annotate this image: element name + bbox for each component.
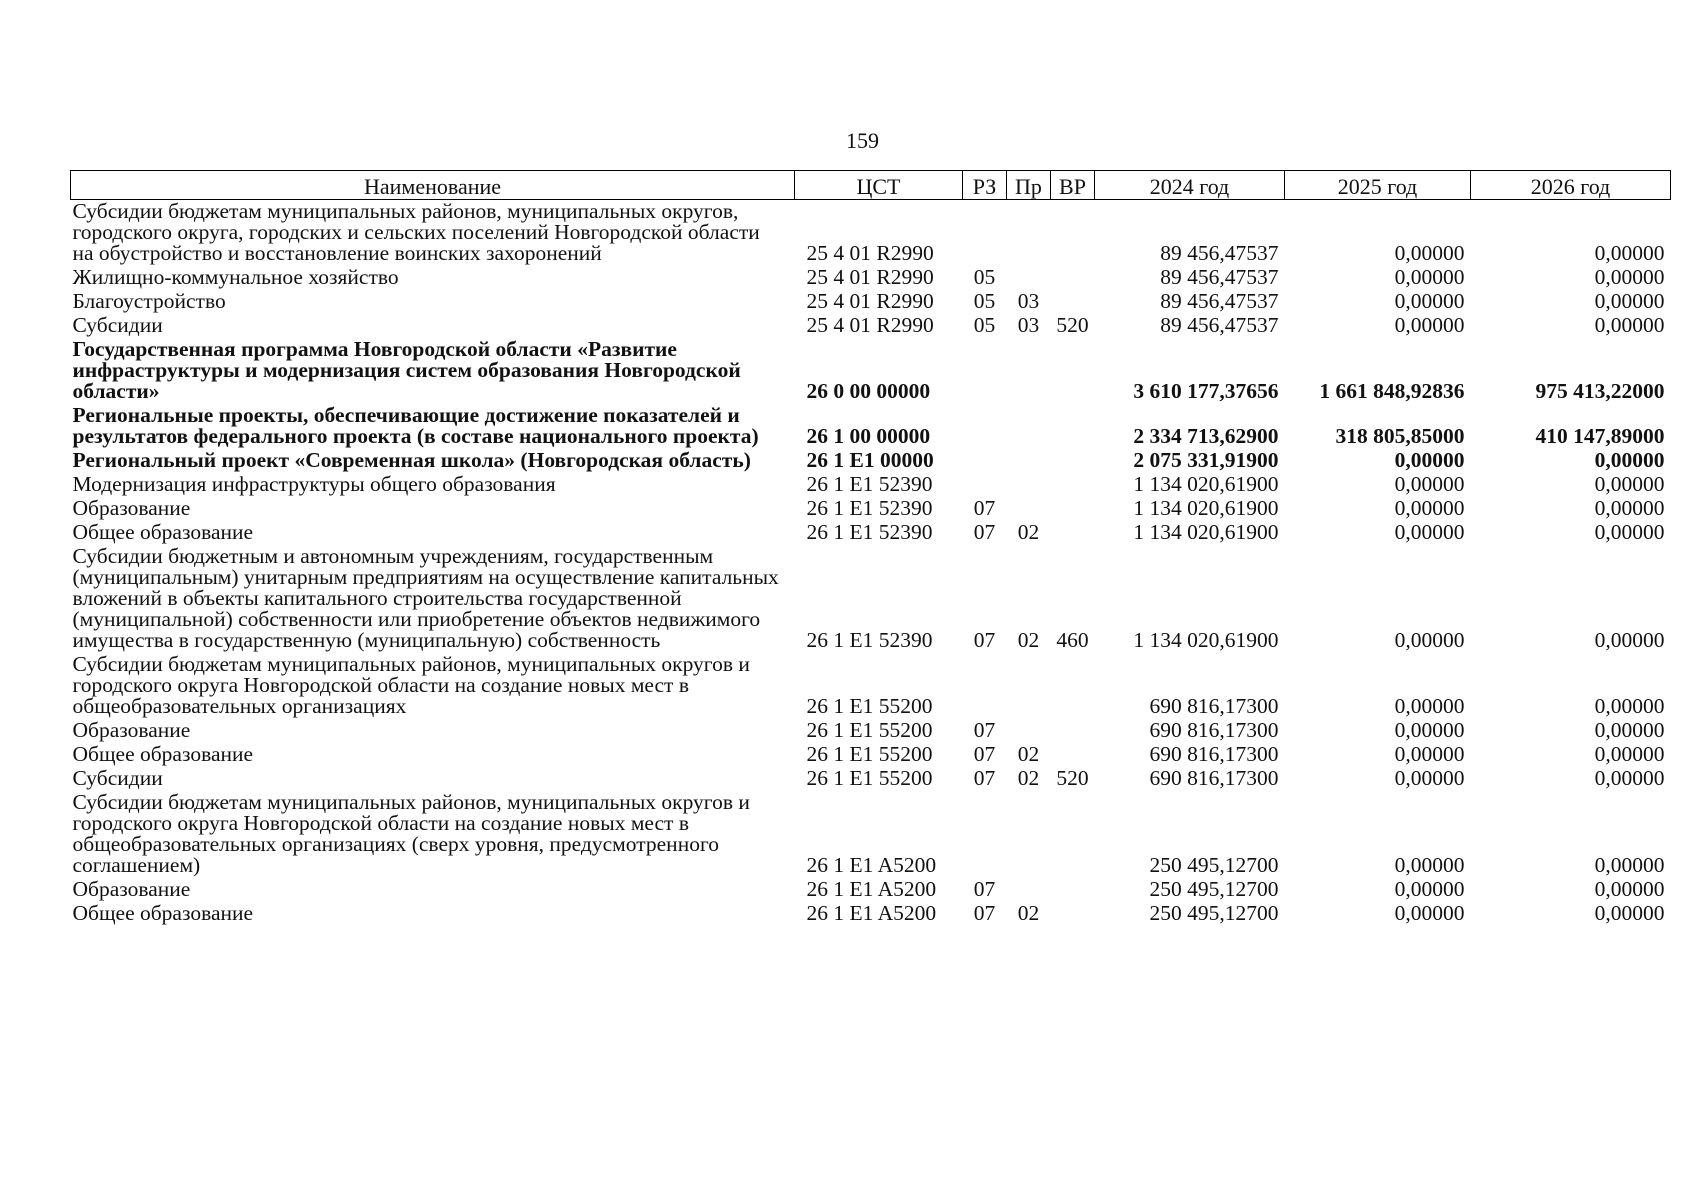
cell-pr bbox=[1007, 449, 1051, 473]
cell-vr: 460 bbox=[1056, 628, 1089, 652]
cell-y2024: 89 456,47537 bbox=[1160, 313, 1279, 337]
cell-rz bbox=[963, 473, 1007, 497]
cell-name: Общее образование bbox=[72, 901, 254, 925]
cell-y2025: 0,00000 bbox=[1394, 448, 1465, 472]
cell-rz bbox=[963, 449, 1007, 473]
table-row bbox=[71, 338, 1671, 404]
table-row bbox=[71, 497, 1671, 521]
cell-pr: 02 bbox=[1017, 628, 1040, 652]
cell-rz: 07 bbox=[973, 718, 996, 742]
table-row bbox=[71, 653, 1671, 719]
cell-cst: 25 4 01 R2990 bbox=[806, 265, 934, 289]
cell-y2025: 318 805,85000 bbox=[1335, 424, 1465, 448]
cell-vr bbox=[1051, 338, 1095, 404]
cell-y2026: 0,00000 bbox=[1594, 313, 1665, 337]
cell-y2025: 0,00000 bbox=[1394, 877, 1465, 901]
cell-name: Субсидии bbox=[72, 766, 163, 790]
cell-pr bbox=[1007, 653, 1051, 719]
cell-y2026: 0,00000 bbox=[1594, 628, 1665, 652]
cell-rz bbox=[963, 338, 1007, 404]
cell-cst: 26 1 E1 55200 bbox=[806, 766, 933, 790]
cell-name: Субсидии бюджетам муниципальных районов, муниципальных округов, городского округа, городских и сельских поселений Новгородской области на обустройство и восстановление воинских захоронений bbox=[72, 199, 760, 265]
cell-y2025: 0,00000 bbox=[1394, 766, 1465, 790]
cell-y2024: 250 495,12700 bbox=[1149, 901, 1279, 925]
cell-cst: 26 1 E1 A5200 bbox=[806, 853, 937, 877]
table-row bbox=[71, 743, 1671, 767]
cell-vr bbox=[1051, 743, 1095, 767]
cell-name: Региональные проекты, обеспечивающие достижение показателей и результатов федерального проекта (в составе национального проекта) bbox=[72, 403, 759, 448]
cell-y2026: 0,00000 bbox=[1594, 448, 1665, 472]
cell-y2026: 0,00000 bbox=[1594, 241, 1665, 265]
cell-cst: 26 0 00 00000 bbox=[806, 379, 931, 403]
cell-vr bbox=[1051, 200, 1095, 267]
cell-rz bbox=[963, 791, 1007, 878]
cell-y2024: 1 134 020,61900 bbox=[1133, 472, 1279, 496]
cell-y2025: 0,00000 bbox=[1394, 241, 1465, 265]
cell-y2024: 3 610 177,37656 bbox=[1133, 379, 1279, 403]
table-row bbox=[71, 200, 1671, 267]
cell-y2026: 0,00000 bbox=[1594, 472, 1665, 496]
cell-cst: 26 1 E1 A5200 bbox=[806, 877, 937, 901]
header-pr: Пр bbox=[1007, 171, 1051, 200]
cell-y2025: 0,00000 bbox=[1394, 628, 1465, 652]
cell-y2026: 975 413,22000 bbox=[1535, 379, 1665, 403]
cell-y2025: 0,00000 bbox=[1394, 718, 1465, 742]
page-number: 159 bbox=[846, 128, 879, 153]
cell-pr bbox=[1007, 338, 1051, 404]
cell-y2026: 0,00000 bbox=[1594, 742, 1665, 766]
cell-cst: 26 1 E1 52390 bbox=[806, 472, 933, 496]
cell-y2025: 0,00000 bbox=[1394, 472, 1465, 496]
cell-y2025: 0,00000 bbox=[1394, 289, 1465, 313]
cell-pr: 02 bbox=[1017, 742, 1040, 766]
cell-pr bbox=[1007, 200, 1051, 267]
cell-y2025: 0,00000 bbox=[1394, 496, 1465, 520]
cell-name: Государственная программа Новгородской области «Развитие инфраструктуры и модернизация систем образования Новгородской области» bbox=[72, 337, 741, 403]
cell-y2024: 250 495,12700 bbox=[1149, 853, 1279, 877]
table-row bbox=[71, 545, 1671, 653]
cell-pr: 02 bbox=[1017, 901, 1040, 925]
header-vr: ВР bbox=[1051, 171, 1095, 200]
cell-name: Образование bbox=[72, 718, 191, 742]
cell-cst: 25 4 01 R2990 bbox=[806, 313, 934, 337]
cell-name: Субсидии бюджетам муниципальных районов, муниципальных округов и городского округа Новгородской области на создание новых мест в общеобразовательных организациях (сверх уровня, предусмотренного соглашением) bbox=[72, 790, 750, 877]
cell-cst: 26 1 E1 52390 bbox=[806, 628, 933, 652]
cell-y2025: 0,00000 bbox=[1394, 313, 1465, 337]
header-2026: 2026 год bbox=[1471, 171, 1671, 200]
cell-y2026: 410 147,89000 bbox=[1535, 424, 1665, 448]
table-row bbox=[71, 767, 1671, 791]
cell-name: Субсидии бюджетным и автономным учреждениям, государственным (муниципальным) унитарным предприятиям на осуществление капитальных вложений в объекты капитального строительства государственной (муниципальной) собственности или приобретение объектов недвижимого имущества в государственную (муниципальную) собственность bbox=[72, 544, 779, 652]
cell-y2026: 0,00000 bbox=[1594, 766, 1665, 790]
header-2024: 2024 год bbox=[1095, 171, 1285, 200]
table-row bbox=[71, 791, 1671, 878]
table-header bbox=[71, 171, 1671, 200]
cell-name: Общее образование bbox=[72, 520, 254, 544]
cell-pr: 02 bbox=[1017, 766, 1040, 790]
cell-y2024: 2 075 331,91900 bbox=[1133, 448, 1279, 472]
cell-y2025: 0,00000 bbox=[1394, 520, 1465, 544]
cell-y2025: 1 661 848,92836 bbox=[1319, 379, 1465, 403]
cell-name: Благоустройство bbox=[72, 289, 226, 313]
cell-cst: 25 4 01 R2990 bbox=[806, 289, 934, 313]
cell-y2026: 0,00000 bbox=[1594, 289, 1665, 313]
cell-y2024: 250 495,12700 bbox=[1149, 877, 1279, 901]
cell-pr: 02 bbox=[1017, 520, 1040, 544]
cell-y2024: 690 816,17300 bbox=[1149, 718, 1279, 742]
cell-y2026: 0,00000 bbox=[1594, 520, 1665, 544]
table-row bbox=[71, 719, 1671, 743]
cell-rz bbox=[963, 653, 1007, 719]
table-row bbox=[71, 449, 1671, 473]
cell-vr bbox=[1051, 449, 1095, 473]
cell-y2024: 89 456,47537 bbox=[1160, 241, 1279, 265]
cell-pr bbox=[1007, 497, 1051, 521]
cell-vr: 520 bbox=[1056, 313, 1089, 337]
cell-name: Субсидии bbox=[72, 313, 163, 337]
cell-y2026: 0,00000 bbox=[1594, 877, 1665, 901]
cell-rz bbox=[963, 200, 1007, 267]
cell-y2026: 0,00000 bbox=[1594, 718, 1665, 742]
header-name: Наименование bbox=[71, 171, 795, 200]
table-row bbox=[71, 266, 1671, 290]
cell-y2025: 0,00000 bbox=[1394, 265, 1465, 289]
table-row bbox=[71, 290, 1671, 314]
cell-y2025: 0,00000 bbox=[1394, 694, 1465, 718]
cell-y2025: 0,00000 bbox=[1394, 742, 1465, 766]
cell-y2025: 0,00000 bbox=[1394, 901, 1465, 925]
cell-vr bbox=[1051, 719, 1095, 743]
cell-name: Образование bbox=[72, 877, 191, 901]
table-body bbox=[71, 200, 1671, 927]
header-cst: ЦСТ bbox=[795, 171, 963, 200]
cell-pr bbox=[1007, 791, 1051, 878]
cell-vr bbox=[1051, 497, 1095, 521]
cell-cst: 26 1 E1 00000 bbox=[806, 448, 934, 472]
cell-cst: 25 4 01 R2990 bbox=[806, 241, 934, 265]
header-2025: 2025 год bbox=[1285, 171, 1471, 200]
cell-cst: 26 1 E1 52390 bbox=[806, 496, 933, 520]
cell-vr bbox=[1051, 878, 1095, 902]
cell-vr bbox=[1051, 473, 1095, 497]
cell-rz: 07 bbox=[973, 520, 996, 544]
cell-pr bbox=[1007, 719, 1051, 743]
cell-rz: 05 bbox=[973, 265, 996, 289]
cell-y2026: 0,00000 bbox=[1594, 901, 1665, 925]
cell-y2024: 690 816,17300 bbox=[1149, 742, 1279, 766]
table-row bbox=[71, 521, 1671, 545]
cell-y2024: 89 456,47537 bbox=[1160, 289, 1279, 313]
cell-y2026: 0,00000 bbox=[1594, 496, 1665, 520]
cell-y2024: 690 816,17300 bbox=[1149, 694, 1279, 718]
cell-y2024: 1 134 020,61900 bbox=[1133, 628, 1279, 652]
cell-cst: 26 1 E1 55200 bbox=[806, 742, 933, 766]
cell-cst: 26 1 00 00000 bbox=[806, 424, 931, 448]
cell-vr bbox=[1051, 902, 1095, 926]
cell-name: Модернизация инфраструктуры общего образования bbox=[72, 472, 556, 496]
cell-rz bbox=[963, 404, 1007, 449]
cell-name: Жилищно-коммунальное хозяйство bbox=[72, 265, 399, 289]
table-row bbox=[71, 473, 1671, 497]
table-row bbox=[71, 404, 1671, 449]
cell-rz: 05 bbox=[973, 289, 996, 313]
cell-name: Общее образование bbox=[72, 742, 254, 766]
cell-y2026: 0,00000 bbox=[1594, 694, 1665, 718]
cell-cst: 26 1 E1 A5200 bbox=[806, 901, 937, 925]
header-rz: РЗ bbox=[963, 171, 1007, 200]
cell-vr bbox=[1051, 791, 1095, 878]
table-row bbox=[71, 878, 1671, 902]
cell-rz: 07 bbox=[973, 766, 996, 790]
cell-name: Субсидии бюджетам муниципальных районов, муниципальных округов и городского округа Новгородской области на создание новых мест в общеобразовательных организациях bbox=[72, 652, 750, 718]
cell-pr bbox=[1007, 878, 1051, 902]
cell-rz: 07 bbox=[973, 628, 996, 652]
cell-vr: 520 bbox=[1056, 766, 1089, 790]
cell-pr bbox=[1007, 266, 1051, 290]
table-row bbox=[71, 902, 1671, 926]
cell-rz: 07 bbox=[973, 901, 996, 925]
cell-rz: 07 bbox=[973, 877, 996, 901]
cell-vr bbox=[1051, 404, 1095, 449]
table-row bbox=[71, 314, 1671, 338]
cell-y2024: 690 816,17300 bbox=[1149, 766, 1279, 790]
cell-y2024: 89 456,47537 bbox=[1160, 265, 1279, 289]
cell-cst: 26 1 E1 52390 bbox=[806, 520, 933, 544]
cell-vr bbox=[1051, 653, 1095, 719]
cell-name: Образование bbox=[72, 496, 191, 520]
cell-y2026: 0,00000 bbox=[1594, 853, 1665, 877]
cell-cst: 26 1 E1 55200 bbox=[806, 694, 933, 718]
cell-pr: 03 bbox=[1017, 289, 1040, 313]
cell-pr: 03 bbox=[1017, 313, 1040, 337]
cell-vr bbox=[1051, 521, 1095, 545]
cell-vr bbox=[1051, 266, 1095, 290]
cell-rz: 07 bbox=[973, 742, 996, 766]
cell-name: Региональный проект «Современная школа» (Новгородская область) bbox=[72, 448, 751, 472]
cell-pr bbox=[1007, 473, 1051, 497]
cell-pr bbox=[1007, 404, 1051, 449]
cell-y2025: 0,00000 bbox=[1394, 853, 1465, 877]
cell-rz: 07 bbox=[973, 496, 996, 520]
cell-y2024: 2 334 713,62900 bbox=[1133, 424, 1279, 448]
cell-rz: 05 bbox=[973, 313, 996, 337]
cell-y2024: 1 134 020,61900 bbox=[1133, 520, 1279, 544]
cell-cst: 26 1 E1 55200 bbox=[806, 718, 933, 742]
cell-vr bbox=[1051, 290, 1095, 314]
cell-y2024: 1 134 020,61900 bbox=[1133, 496, 1279, 520]
budget-table bbox=[70, 170, 1671, 926]
cell-y2026: 0,00000 bbox=[1594, 265, 1665, 289]
